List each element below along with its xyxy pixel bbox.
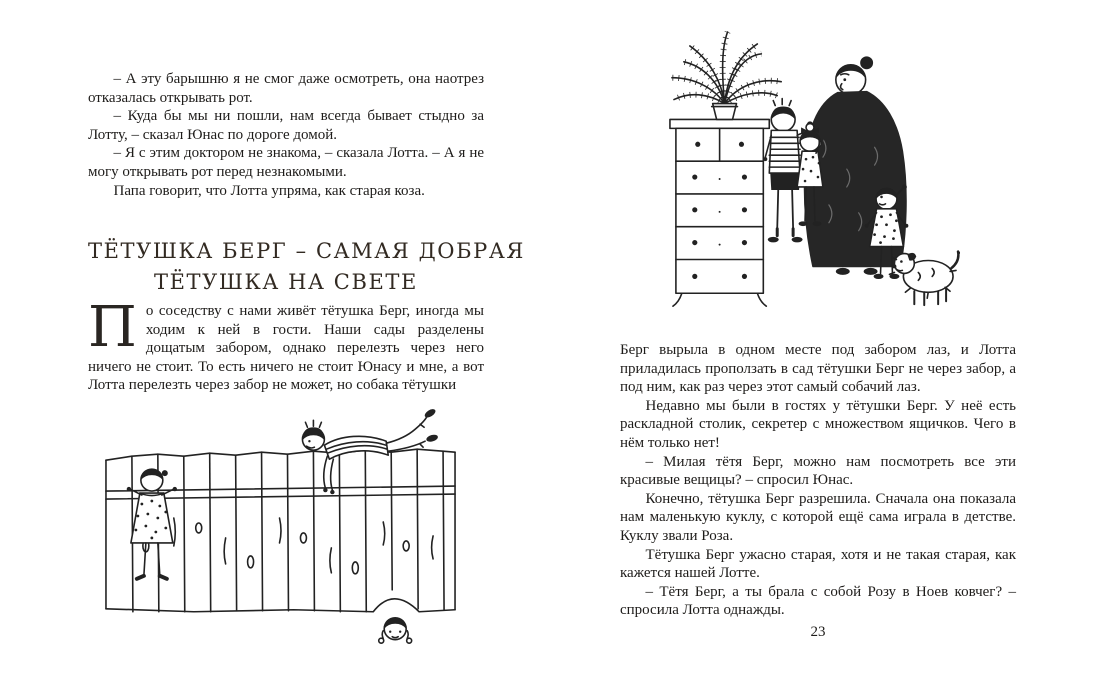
chapter-opening-block bbox=[88, 295, 484, 395]
paragraph: Недавно мы были в гостях у тётушки Берг. У неё есть раскладной столик, секретер с множеством ящичков. Чего в нём только нет! bbox=[620, 397, 1016, 451]
paragraph: – А эту барышню я не смог даже осмотреть, она наотрез отказалась открывать рот. bbox=[88, 71, 484, 106]
paragraph: – Куда бы мы ни пошли, нам всегда бывает стыдно за Лотту, – сказал Юнас по дороге домой. bbox=[88, 108, 484, 143]
paragraph: Тётушка Берг ужасно старая, хотя и не такая старая, как кажется нашей Лотте. bbox=[620, 546, 1016, 582]
left-text-block bbox=[88, 70, 484, 200]
page-number: 23 bbox=[810, 624, 826, 640]
aunt-berg-room-illustration bbox=[662, 30, 960, 338]
drop-cap: П bbox=[88, 295, 137, 360]
paragraph: – Тётя Берг, а ты брала с собой Розу в Ноев ковчег? – спросила Лотта однажды. bbox=[620, 583, 1016, 619]
paragraph: Берг вырыла в одном месте под забором лаз, и Лотта приладилась проползать в сад тётушки Берг не через забор, а под ним, как раз через этот самый собачий лаз. bbox=[620, 342, 1016, 396]
chapter-title-line1: ТЁТУШКА БЕРГ – САМАЯ ДОБРАЯ bbox=[88, 239, 525, 263]
paragraph: – Милая тётя Берг, можно нам посмотреть все эти красивые вещицы? – спросил Юнас. bbox=[620, 453, 1016, 489]
fence-climbing-illustration bbox=[94, 396, 468, 646]
room-illustration-svg bbox=[662, 30, 960, 338]
chapter-title bbox=[88, 236, 525, 298]
page-right bbox=[550, 0, 1100, 700]
right-text-block bbox=[620, 341, 1016, 620]
paragraph: Конечно, тётушка Берг разрешила. Сначала она показала нам маленькую куклу, с которой ещё сама играла в детстве. Куклу звали Роза. bbox=[620, 490, 1016, 544]
paragraph: – Я с этим доктором не знакома, – сказала Лотта. – А я не могу открывать рот перед незнакомыми. bbox=[88, 145, 484, 180]
chapter-title-line2: ТЁТУШКА НА СВЕТЕ bbox=[154, 270, 418, 294]
opening-paragraph bbox=[88, 295, 484, 395]
opening-text: о соседству с нами живёт тётушка Берг, иногда мы ходим к ней в гости. Наши сады разделены дощатым забором, однако перелезть через него ничего не стоит. То есть ничего не стоит Юнасу и мне, а вот Лотта перелезть через забор не может, но собака тётушки bbox=[88, 303, 484, 394]
fence-illustration-svg bbox=[94, 396, 468, 646]
paragraph: Папа говорит, что Лотта упряма, как старая коза. bbox=[113, 182, 425, 199]
